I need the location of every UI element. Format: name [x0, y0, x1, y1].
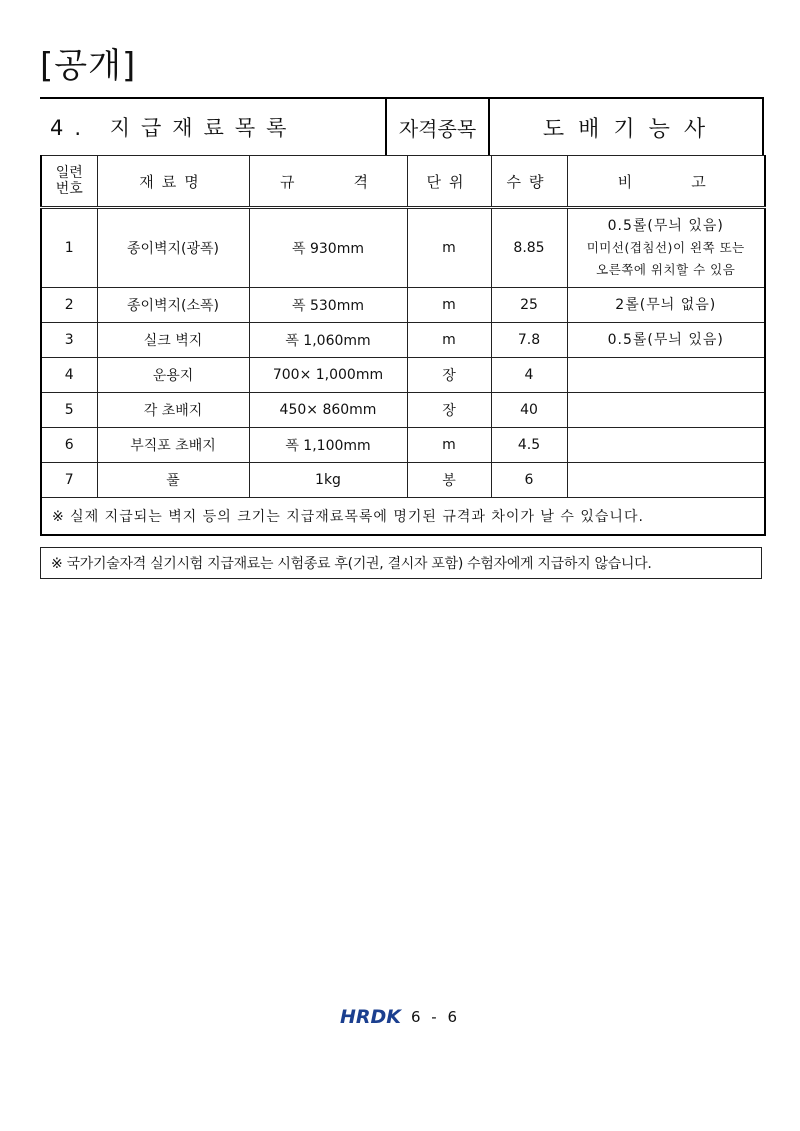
cell-spec: 폭 930mm — [249, 208, 407, 288]
cell-name: 종이벽지(소폭) — [97, 288, 249, 323]
cell-no: 6 — [41, 428, 97, 463]
cell-no: 7 — [41, 463, 97, 498]
cell-unit: m — [407, 428, 491, 463]
cell-spec: 1kg — [249, 463, 407, 498]
cell-spec: 폭 1,100mm — [249, 428, 407, 463]
notice-box: ※ 국가기술자격 실기시험 지급재료는 시험종료 후(기권, 결시자 포함) 수험자에게 지급하지 않습니다. — [40, 547, 762, 579]
table-row — [41, 358, 765, 393]
col-header-no — [41, 156, 97, 208]
col-header-no-l2: 번호 — [55, 181, 83, 197]
cell-unit: m — [407, 288, 491, 323]
cell-unit: m — [407, 323, 491, 358]
table-note: ※ 실제 지급되는 벽지 등의 크기는 지급재료목록에 명기된 규격과 차이가 날 수 있습니다. — [41, 498, 765, 536]
table-row — [41, 208, 765, 288]
cell-unit: 봉 — [407, 463, 491, 498]
cell-no: 3 — [41, 323, 97, 358]
cell-qty: 25 — [491, 288, 567, 323]
cell-unit: 장 — [407, 393, 491, 428]
cell-spec: 폭 1,060mm — [249, 323, 407, 358]
cell-remark: 2롤(무늬 없음) — [567, 288, 765, 323]
qualification-value: 도배기능사 — [490, 97, 764, 155]
table-row — [41, 428, 765, 463]
cell-no: 2 — [41, 288, 97, 323]
remark-line: 0.5롤(무늬 있음) — [607, 218, 724, 234]
cell-name: 각 초배지 — [97, 393, 249, 428]
cell-spec: 450× 860mm — [249, 393, 407, 428]
cell-no: 1 — [41, 208, 97, 288]
table-row — [41, 393, 765, 428]
cell-remark — [567, 428, 765, 463]
table-row — [41, 463, 765, 498]
hrdk-logo: HRDK — [339, 1006, 401, 1028]
col-header-spec: 규 격 — [249, 156, 407, 208]
cell-remark — [567, 358, 765, 393]
cell-unit: 장 — [407, 358, 491, 393]
cell-name: 실크 벽지 — [97, 323, 249, 358]
cell-remark — [567, 208, 765, 288]
cell-qty: 4.5 — [491, 428, 567, 463]
page-number: 6 - 6 — [410, 1008, 461, 1026]
table-row — [41, 288, 765, 323]
remark-line: 미미선(겹침선)이 왼쪽 또는 — [586, 240, 745, 255]
cell-qty: 4 — [491, 358, 567, 393]
cell-qty: 40 — [491, 393, 567, 428]
qualification-label: 자격종목 — [385, 97, 490, 155]
col-header-qty: 수량 — [491, 156, 567, 208]
cell-spec: 폭 530mm — [249, 288, 407, 323]
cell-qty: 7.8 — [491, 323, 567, 358]
col-header-remark: 비 고 — [567, 156, 765, 208]
col-header-name: 재료명 — [97, 156, 249, 208]
public-label: [공개] — [40, 46, 137, 86]
header-box — [40, 97, 764, 155]
cell-remark — [567, 393, 765, 428]
cell-spec: 700× 1,000mm — [249, 358, 407, 393]
cell-no: 4 — [41, 358, 97, 393]
col-header-unit: 단위 — [407, 156, 491, 208]
cell-name: 종이벽지(광폭) — [97, 208, 249, 288]
remark-line: 오른쪽에 위치할 수 있음 — [596, 262, 736, 277]
cell-qty: 8.85 — [491, 208, 567, 288]
cell-name: 풀 — [97, 463, 249, 498]
cell-name: 운용지 — [97, 358, 249, 393]
table-row — [41, 323, 765, 358]
cell-no: 5 — [41, 393, 97, 428]
col-header-no-l1: 일련 — [55, 165, 83, 181]
footer — [0, 1006, 800, 1028]
cell-qty: 6 — [491, 463, 567, 498]
cell-remark — [567, 463, 765, 498]
section-title: 4. 지급재료목록 — [40, 97, 385, 155]
table-note-row — [41, 498, 765, 536]
cell-remark: 0.5롤(무늬 있음) — [567, 323, 765, 358]
table-header-row — [41, 156, 765, 208]
materials-table — [40, 155, 766, 536]
cell-unit: m — [407, 208, 491, 288]
cell-name: 부직포 초배지 — [97, 428, 249, 463]
